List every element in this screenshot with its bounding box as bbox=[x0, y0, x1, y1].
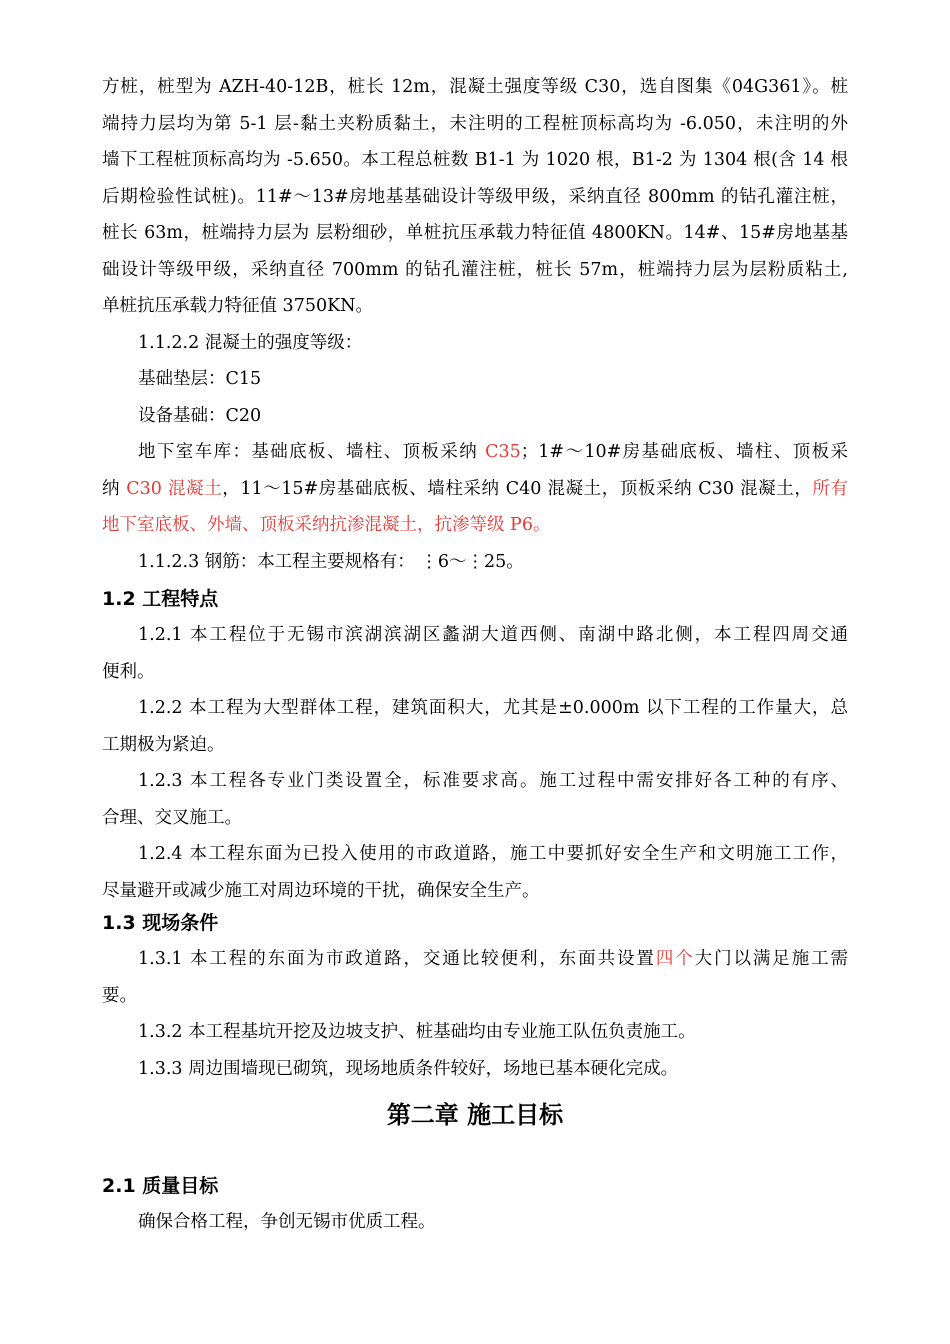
basement-concrete-line bbox=[102, 434, 848, 471]
text-run: ；1#～10#房基础底板、墙柱、顶板采 bbox=[520, 442, 848, 462]
text-run: 地下室车库：基础底板、墙柱、顶板采纳 bbox=[138, 442, 486, 462]
paragraph-line: 方桩，桩型为 AZH-40-12B，桩长 12m，混凝土强度等级 C30，选自图集《04G361》。桩 bbox=[102, 77, 848, 97]
text-run: 大门以满足施工需 bbox=[694, 949, 848, 969]
project-features bbox=[102, 617, 848, 909]
paragraph-line: 尽量避开或减少施工对周边环境的干扰，确保安全生产。 bbox=[102, 880, 540, 901]
highlight-text: 所有 bbox=[812, 478, 848, 499]
paragraph-line: 合理、交叉施工。 bbox=[102, 807, 242, 828]
pile-description-paragraph bbox=[102, 69, 848, 580]
basement-concrete-line: 地下室底板、外墙、顶板采纳抗渗混凝土，抗渗等级 P6。 bbox=[102, 515, 551, 535]
paragraph-line: 便利。 bbox=[102, 661, 155, 682]
equipment-foundation-grade: 设备基础：C20 bbox=[138, 405, 262, 426]
paragraph-line bbox=[102, 941, 848, 978]
highlight-text: C30 混凝土 bbox=[126, 478, 223, 499]
paragraph-line: 工期极为紧迫。 bbox=[102, 734, 225, 755]
paragraph-line: 1.2.1 本工程位于无锡市滨湖滨湖区蠡湖大道西侧、南湖中路北侧，本工程四周交通 bbox=[138, 625, 848, 645]
paragraph-line: 墙下工程桩顶标高均为 -5.650。本工程总桩数 B1-1 为 1020 根，B1-2 为 1304 根(含 14 根 bbox=[102, 150, 848, 170]
text-run: ，11～15#房基础底板、墙柱采纳 C40 混凝土，顶板采纳 C30 混凝土， bbox=[222, 478, 813, 499]
paragraph-line: 1.2.4 本工程东面为已投入使用的市政道路，施工中要抓好安全生产和文明施工工作， bbox=[138, 844, 848, 864]
paragraph-line: 桩长 63m，桩端持力层为 层粉细砂，单桩抗压承载力特征值 4800KN。14#、15#房地基基 bbox=[102, 223, 848, 243]
paragraph-line: 1.3.2 本工程基坑开挖及边坡支护、桩基础均由专业施工队伍负责施工。 bbox=[138, 1022, 696, 1042]
highlight-text: 四个 bbox=[655, 949, 695, 969]
paragraph-line: 1.2.3 本工程各专业门类设置全，标准要求高。施工过程中需安排好各工种的有序、 bbox=[138, 771, 848, 791]
paragraph-line: 单桩抗压承载力特征值 3750KN。 bbox=[102, 296, 373, 316]
section-heading: 1.3 现场条件 bbox=[102, 912, 219, 934]
text-run: 1.3.1 本工程的东面为市政道路，交通比较便利，东面共设置 bbox=[138, 949, 656, 969]
paragraph-line: 1.3.3 周边围墙现已砌筑，现场地质条件较好，场地已基本硬化完成。 bbox=[138, 1058, 679, 1079]
chapter-title: 第二章 施工目标 bbox=[386, 1101, 564, 1129]
paragraph-line: 确保合格工程，争创无锡市优质工程。 bbox=[138, 1212, 436, 1232]
text-run: 纳 bbox=[102, 478, 127, 499]
basement-concrete-line bbox=[102, 471, 848, 508]
section-heading: 2.1 质量目标 bbox=[102, 1175, 219, 1197]
site-conditions bbox=[102, 941, 848, 1087]
rebar-spec: 1.1.2.3 钢筋：本工程主要规格有： ⋮6～⋮25。 bbox=[138, 551, 524, 572]
highlight-text: C35 bbox=[485, 442, 521, 462]
section-heading: 1.2 工程特点 bbox=[102, 588, 219, 610]
cushion-grade: 基础垫层：C15 bbox=[138, 369, 262, 389]
paragraph-line: 端持力层均为第 5-1 层-黏土夹粉质黏土，未注明的工程桩顶标高均为 -6.050，未注明的外 bbox=[102, 113, 848, 134]
paragraph-line: 要。 bbox=[102, 985, 137, 1006]
quality-target bbox=[102, 1204, 848, 1241]
paragraph-line: 1.2.2 本工程为大型群体工程，建筑面积大，尤其是±0.000m 以下工程的工作量大，总 bbox=[138, 698, 848, 718]
paragraph-line: 后期检验性试桩)。11#～13#房地基基础设计等级甲级，采纳直径 800mm 的钻孔灌注桩， bbox=[102, 186, 848, 207]
paragraph-line: 础设计等级甲级，采纳直径 700mm 的钻孔灌注桩，桩长 57m，桩端持力层为层粉质粘土, bbox=[102, 259, 848, 280]
concrete-grade-heading: 1.1.2.2 混凝土的强度等级： bbox=[138, 332, 363, 353]
